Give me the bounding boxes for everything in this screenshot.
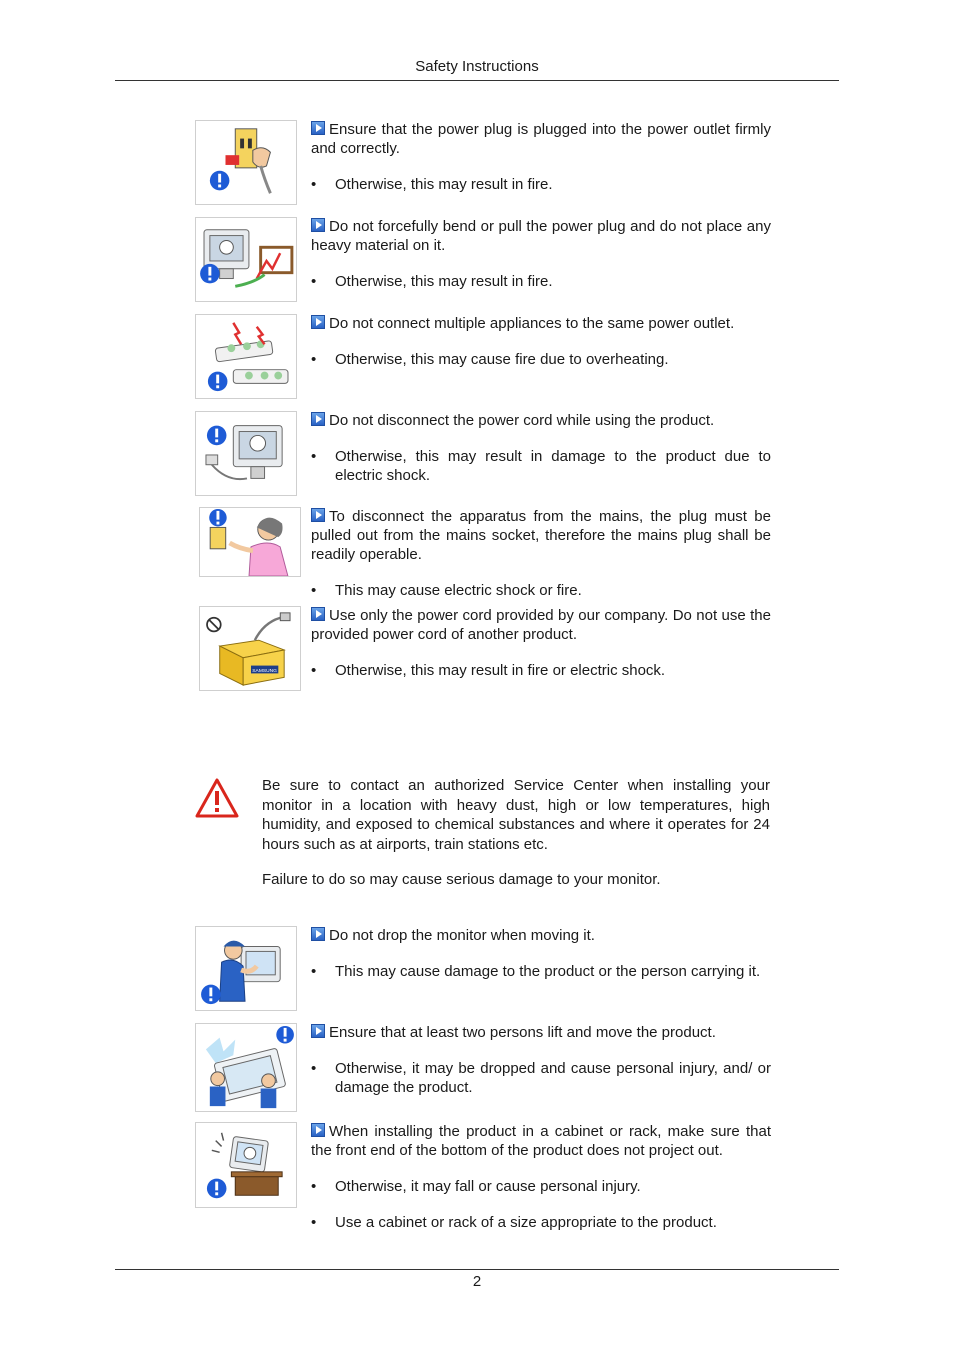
disconnect-cord-monitor-illustration [195, 411, 297, 496]
consequence-text: • Otherwise, this may result in fire or electric shock. [311, 661, 771, 680]
consequence-text: • Otherwise, this may result in damage to the product due to electric shock. [311, 447, 771, 485]
consequence-text: • Otherwise, this may result in fire. [311, 272, 771, 291]
multiple-appliances-outlet-illustration [195, 314, 297, 399]
info-arrow-icon [311, 121, 325, 135]
man-carrying-monitor-illustration [195, 926, 297, 1011]
woman-unplugging-illustration [199, 507, 301, 577]
info-arrow-icon [311, 1123, 325, 1137]
caution-paragraph: Failure to do so may cause serious damage to your monitor. [262, 871, 661, 888]
instruction-text: Do not connect multiple appliances to the same power outlet. [329, 315, 735, 332]
info-arrow-icon [311, 927, 325, 941]
footer-rule [115, 1269, 839, 1270]
info-arrow-icon [311, 1024, 325, 1038]
power-cord-box-illustration [199, 606, 301, 691]
caution-paragraph: Be sure to contact an authorized Service Center when installing your monitor in a location with heavy dust, high or low temperatures, high humidity, and exposed to chemical substances and where it operates for 24 hours such as at airports, train stations etc. [262, 777, 770, 853]
caution-triangle-icon [195, 778, 239, 818]
instruction-text: Do not disconnect the power cord while using the product. [329, 412, 715, 429]
consequence-text: • Otherwise, this may cause fire due to overheating. [311, 350, 771, 369]
instruction-text: Do not forcefully bend or pull the power plug and do not place any heavy material on it. [311, 218, 771, 254]
instruction-text: Ensure that at least two persons lift and move the product. [329, 1024, 716, 1041]
monitor-cabinet-edge-illustration [195, 1122, 297, 1208]
info-arrow-icon [311, 315, 325, 329]
consequence-text: • Otherwise, this may result in fire. [311, 175, 771, 194]
consequence-text: • Otherwise, it may be dropped and cause personal injury, and/ or damage the product. [311, 1059, 771, 1097]
header-title: Safety Instructions [415, 58, 539, 75]
samsung-box-logo: SAMSUNG [252, 668, 277, 674]
header-rule [115, 80, 839, 81]
info-arrow-icon [311, 218, 325, 232]
two-persons-lifting-illustration [195, 1023, 297, 1112]
info-arrow-icon [311, 607, 325, 621]
power-plug-outlet-illustration [195, 120, 297, 205]
consequence-text: • Use a cabinet or rack of a size appropriate to the product. [311, 1213, 771, 1232]
instruction-text: Use only the power cord provided by our company. Do not use the provided power cord of another product. [311, 607, 771, 643]
consequence-text: • Otherwise, it may fall or cause personal injury. [311, 1177, 771, 1196]
info-arrow-icon [311, 412, 325, 426]
instruction-text: When installing the product in a cabinet or rack, make sure that the front end of the bottom of the product does not project out. [311, 1123, 771, 1159]
instruction-text: To disconnect the apparatus from the mains, the plug must be pulled out from the mains socket, therefore the mains plug shall be readily operable. [311, 508, 771, 563]
consequence-text: • This may cause electric shock or fire. [311, 581, 771, 600]
info-arrow-icon [311, 508, 325, 522]
bent-power-cord-illustration [195, 217, 297, 302]
consequence-text: • This may cause damage to the product or the person carrying it. [311, 962, 771, 981]
instruction-text: Ensure that the power plug is plugged into the power outlet firmly and correctly. [311, 121, 771, 157]
page-number: 2 [472, 1273, 482, 1290]
instruction-text: Do not drop the monitor when moving it. [329, 927, 595, 944]
